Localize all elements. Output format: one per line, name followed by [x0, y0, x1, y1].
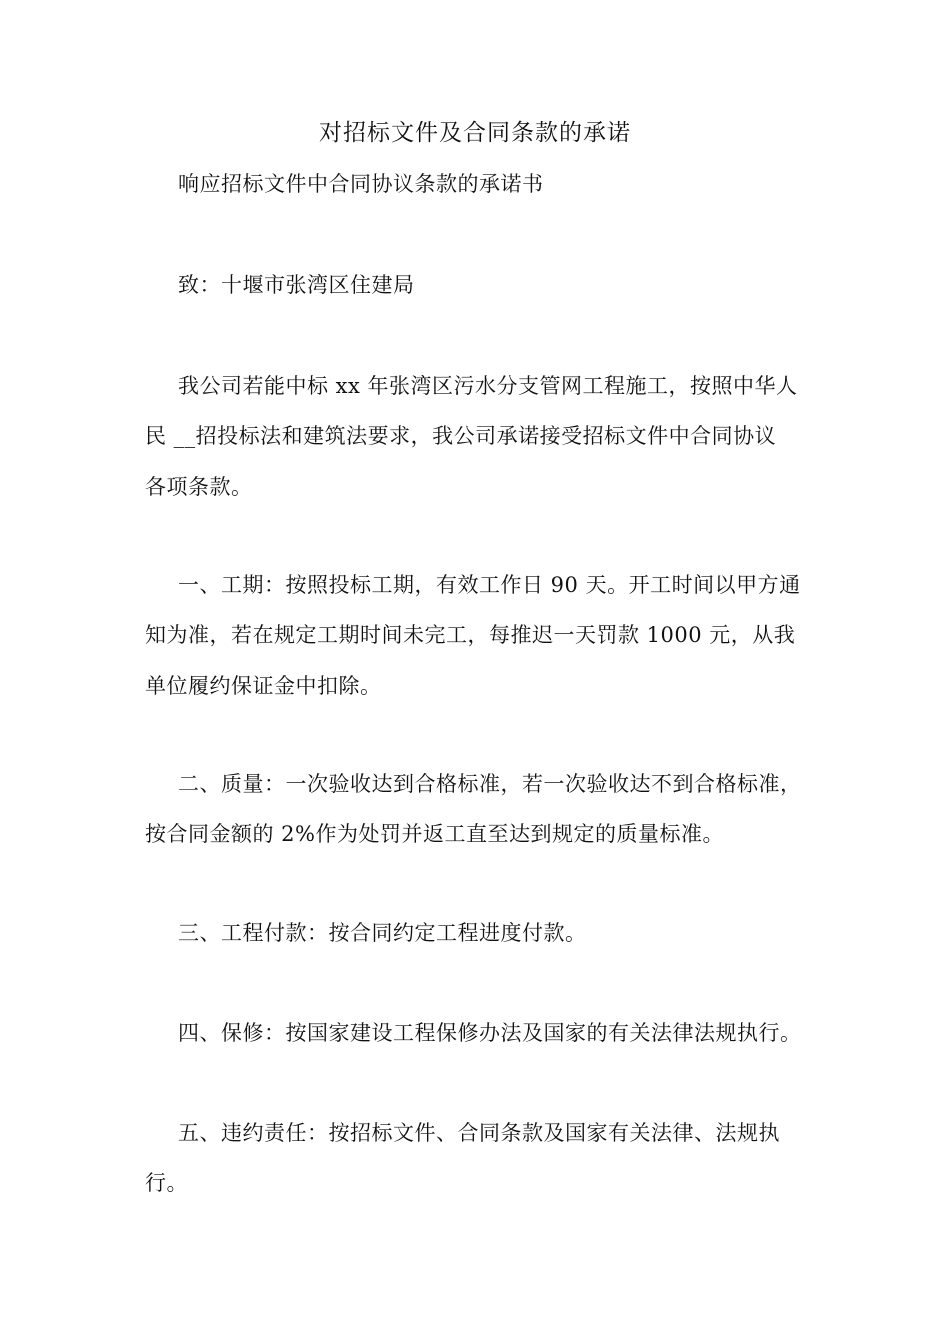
clause-line: 一、工期：按照投标工期，有效工作日 90 天。开工时间以甲方通 — [178, 573, 801, 597]
clause-line: 按合同金额的 2%作为处罚并返工直至达到规定的质量标准。 — [145, 822, 724, 846]
document-subtitle: 响应招标文件中合同协议条款的承诺书 — [178, 172, 544, 196]
clause-line: 三、工程付款：按合同约定工程进度付款。 — [178, 921, 587, 945]
clause-line: 四、保修：按国家建设工程保修办法及国家的有关法律法规执行。 — [178, 1021, 802, 1045]
clause-line: 行。 — [145, 1171, 188, 1195]
addressee-line: 致：十堰市张湾区住建局 — [178, 273, 415, 297]
document-title: 对招标文件及合同条款的承诺 — [319, 120, 631, 146]
clause-line: 五、违约责任：按招标文件、合同条款及国家有关法律、法规执 — [178, 1121, 780, 1145]
clause-line: 单位履约保证金中扣除。 — [145, 674, 382, 698]
intro-line: 各项条款。 — [145, 475, 253, 499]
intro-line: 民 __招投标法和建筑法要求，我公司承诺接受招标文件中合同协议 — [145, 424, 777, 448]
intro-line: 我公司若能中标 xx 年张湾区污水分支管网工程施工，按照中华人 — [178, 374, 798, 398]
clause-line: 知为准，若在规定工期时间未完工，每推迟一天罚款 1000 元，从我 — [145, 623, 796, 647]
clause-line: 二、质量：一次验收达到合格标准，若一次验收达不到合格标准， — [178, 772, 802, 796]
